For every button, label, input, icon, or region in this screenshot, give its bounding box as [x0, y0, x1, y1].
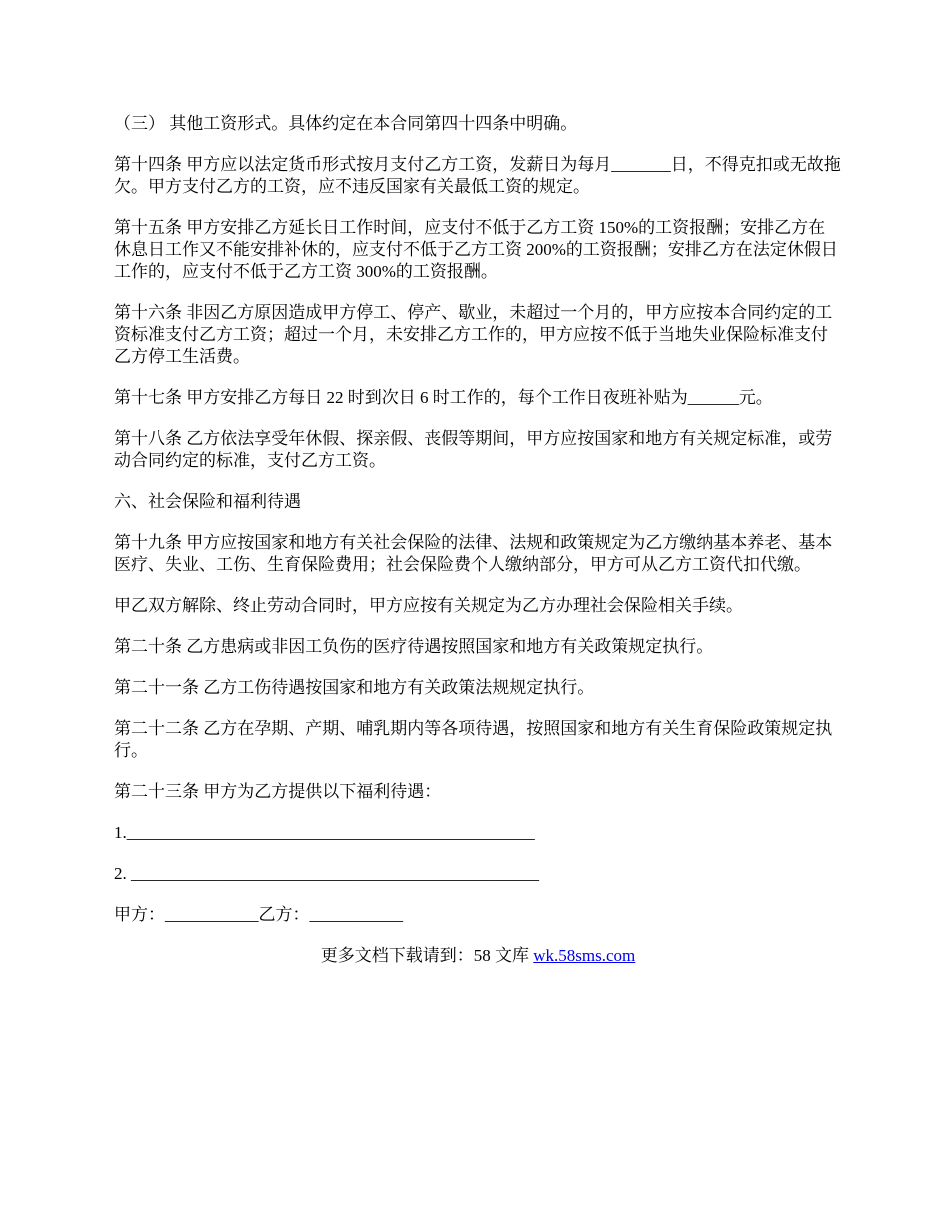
footer-download-note [114, 945, 842, 967]
paragraph-other-wage-forms: （三） 其他工资形式。具体约定在本合同第四十四条中明确。 [114, 114, 578, 133]
footer-text: 更多文档下载请到：58 文库 [320, 946, 534, 965]
paragraph-article-17: 第十七条 甲方安排乙方每日 22 时到次日 6 时工作的，每个工作日夜班补贴为______元。 [114, 388, 773, 407]
paragraph-article-21: 第二十一条 乙方工伤待遇按国家和地方有关政策法规规定执行。 [114, 678, 595, 697]
section-heading-social-insurance: 六、社会保险和福利待遇 [114, 492, 301, 511]
paragraph-article-15: 第十五条 甲方安排乙方延长日工作时间，应支付不低于乙方工资 150%的工资报酬；安排乙方在休息日工作又不能安排补休的，应支付不低于乙方工资 200%的工资报酬；安排乙方在法定休假日工作的，应支付不低于乙方工资 300%的工资报酬。 [114, 218, 838, 281]
paragraph-article-22: 第二十二条 乙方在孕期、产期、哺乳期内等各项待遇，按照国家和地方有关生育保险政策规定执行。 [114, 719, 833, 760]
blank-line-item-1: 1.________________________________________________ [114, 823, 535, 842]
footer-link[interactable]: wk.58sms.com [533, 946, 636, 965]
paragraph-article-14: 第十四条 甲方应以法定货币形式按月支付乙方工资，发薪日为每月_______日，不得克扣或无故拖欠。甲方支付乙方的工资，应不违反国家有关最低工资的规定。 [114, 155, 841, 196]
blank-line-item-2: 2. ________________________________________________ [114, 864, 539, 883]
paragraph-article-18: 第十八条 乙方依法享受年休假、探亲假、丧假等期间，甲方应按国家和地方有关规定标准，或劳动合同约定的标准，支付乙方工资。 [114, 429, 833, 470]
paragraph-article-16: 第十六条 非因乙方原因造成甲方停工、停产、歇业，未超过一个月的，甲方应按本合同约定的工资标准支付乙方工资；超过一个月，未安排乙方工作的，甲方应按不低于当地失业保险标准支付乙方停工生活费。 [114, 303, 833, 366]
paragraph-termination-insurance: 甲乙双方解除、终止劳动合同时，甲方应按有关规定为乙方办理社会保险相关手续。 [114, 596, 743, 615]
paragraph-article-20: 第二十条 乙方患病或非因工负伤的医疗待遇按照国家和地方有关政策规定执行。 [114, 637, 714, 656]
paragraph-article-19: 第十九条 甲方应按国家和地方有关社会保险的法律、法规和政策规定为乙方缴纳基本养老、基本医疗、失业、工伤、生育保险费用；社会保险费个人缴纳部分，甲方可从乙方工资代扣代缴。 [114, 533, 833, 574]
paragraph-article-23: 第二十三条 甲方为乙方提供以下福利待遇： [114, 782, 442, 801]
signature-line: 甲方：___________乙方：___________ [114, 905, 403, 924]
